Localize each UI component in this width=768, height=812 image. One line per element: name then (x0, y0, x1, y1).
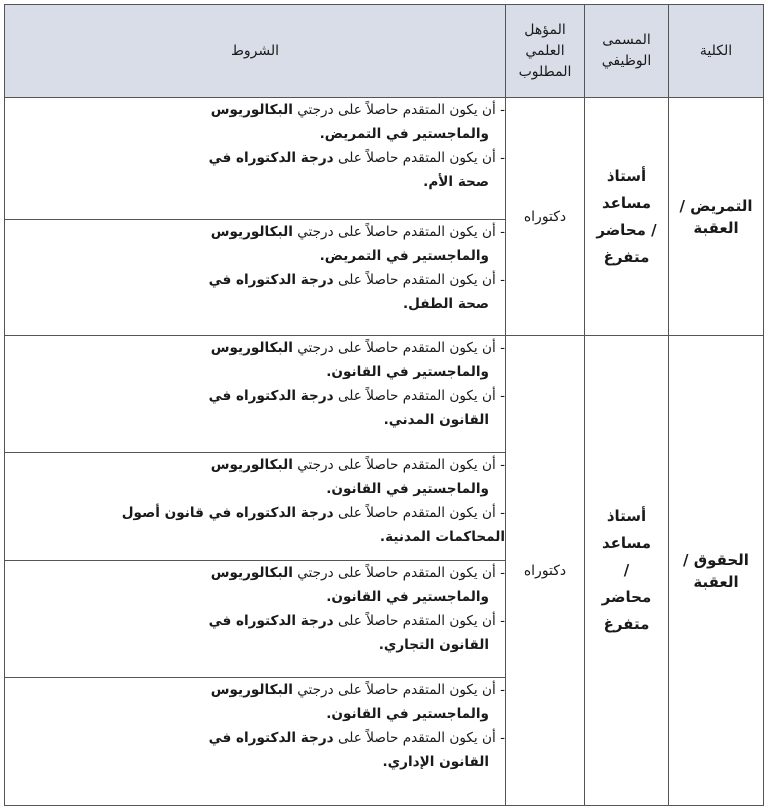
table-row (5, 336, 764, 453)
job-title-cell: أستاذ مساعد / محاضر متفرغ (585, 98, 669, 336)
conditions-cell: - أن يكون المتقدم حاصلاً على درجتي البكالوريوس والماجستير في القانون. - أن يكون المتقدم حاصلاً على درجة الدكتوراه في القانون التجاري. (5, 561, 506, 678)
header-job-title: المسمى الوظيفي (585, 5, 669, 98)
conditions-cell: - أن يكون المتقدم حاصلاً على درجتي البكالوريوس والماجستير في القانون. - أن يكون المتقدم حاصلاً على درجة الدكتوراه في القانون الإداري. (5, 678, 506, 806)
conditions-cell: - أن يكون المتقدم حاصلاً على درجتي البكالوريوس والماجستير في التمريض. - أن يكون المتقدم حاصلاً على درجة الدكتوراه في صحة الأم. (5, 98, 506, 220)
conditions-cell: - أن يكون المتقدم حاصلاً على درجتي البكالوريوس والماجستير في القانون. - أن يكون المتقدم حاصلاً على درجة الدكتوراه في القانون المدني. (5, 336, 506, 453)
positions-table (4, 4, 764, 806)
table-header-row (5, 5, 764, 98)
header-college: الكلية (669, 5, 764, 98)
job-title-cell: أستاذ مساعد / محاضر متفرغ (585, 336, 669, 806)
conditions-cell: - أن يكون المتقدم حاصلاً على درجتي البكالوريوس والماجستير في القانون. - أن يكون المتقدم حاصلاً على درجة الدكتوراه في قانون أصول المحاكمات المدنية. (5, 453, 506, 561)
table-row (5, 98, 764, 220)
conditions-cell: - أن يكون المتقدم حاصلاً على درجتي البكالوريوس والماجستير في التمريض. - أن يكون المتقدم حاصلاً على درجة الدكتوراه في صحة الطفل. (5, 220, 506, 336)
qualification-cell: دكتوراه (506, 98, 585, 336)
qualification-cell: دكتوراه (506, 336, 585, 806)
college-cell: الحقوق / العقبة (669, 336, 764, 806)
header-qualification: المؤهل العلمي المطلوب (506, 5, 585, 98)
college-cell: التمريض / العقبة (669, 98, 764, 336)
header-conditions: الشروط (5, 5, 506, 98)
